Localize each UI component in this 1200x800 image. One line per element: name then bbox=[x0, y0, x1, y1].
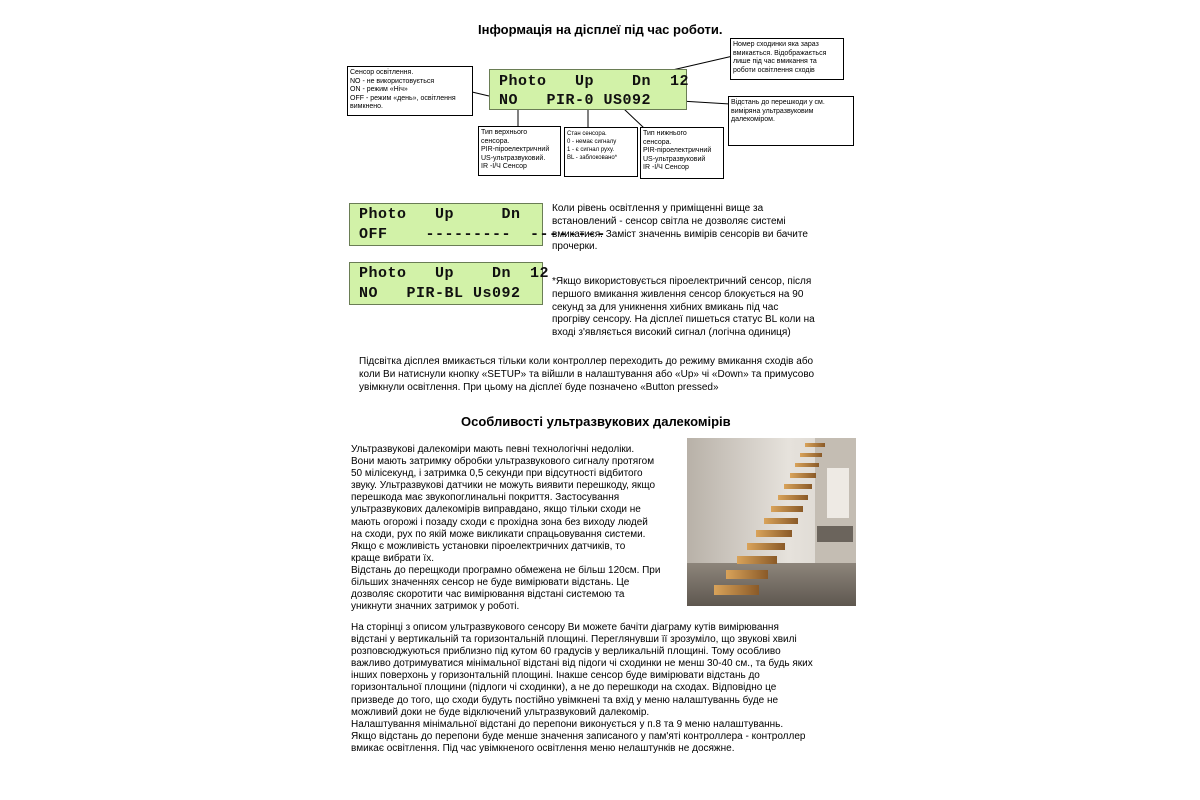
backlight-note-text: Підсвітка дісплея вмикається тільки коли контроллер переходить до режиму вмикання сходів або коли Ви натиснули кнопку «SETUP» та війшли в налаштування або «Up» чі «Down» та примусово увімкнули освітлення. При цьому на дісплеї буде позначено «Button pressed» bbox=[359, 356, 815, 393]
blocked-note-text: *Якщо використовується піроелектричний сенсор, після першого вмикання живлення сенсор блокується на 90 секунд за для уникнення хибних вмикань під час прогріву сенсору. На дісплеї пишеться статус BL коли на вході з'являється високий сигнал (логічна одиниця) bbox=[552, 276, 815, 339]
section-title-ultrasonic: Особливості ультразвукових далекомірів bbox=[461, 414, 731, 429]
lcd-line-2: OFF --------- -------- bbox=[359, 226, 607, 243]
staircase-image bbox=[687, 438, 856, 606]
lcd-line-1: Photo Up Dn 12 bbox=[499, 73, 690, 90]
lcd-line-2: NO PIR-BL Us092 bbox=[359, 285, 521, 302]
page-title: Інформація на дісплеї під час роботи. bbox=[478, 22, 723, 37]
callout-distance: Відстань до перешкоди у см. виміряна ультразвуковим далекоміром. bbox=[728, 96, 854, 146]
callout-step-number: Номер сходинки яка зараз вмикається. Відображається лише під час вмикання та роботи освітлення сходів bbox=[730, 38, 844, 80]
callout-upper-sensor: Тип верхнього сенсора. PIR-піроелектричний US-ультразвуковий. IR -І/Ч Сенсор bbox=[478, 126, 561, 176]
lcd-off-display bbox=[349, 203, 607, 246]
callout-light-sensor: Сенсор освітлення. NO - не використовується ON - режим «Ніч» OFF - режим «день», освітлення вимкнено. bbox=[347, 66, 473, 116]
callout-sensor-state: Стан сенсора. 0 - немає сигналу 1 - є сигнал руху. BL - заблоковано* bbox=[564, 127, 638, 177]
callout-lower-sensor: Тип нижнього сенсора. PIR-піроелектричний US-ультразвуковий IR -І/Ч Сенсор bbox=[640, 127, 724, 179]
lcd-line-1: Photo Up Dn bbox=[359, 206, 521, 223]
ultrasonic-paragraph: Ультразвукові далекоміри мають певні технологічні недоліки. Вони мають затримку обробки ультразвукового сигналу протягом 50 мілісекунд, і затримка 0,5 секунди при відсутності відбитого звуку. Ультразвукові датчики не можуть виявити перешкоду, якщо перешкода має звукопоглинальні покриття. Застосування ультразвукових далекомірів виправдано, якщо тільки сходи не мають огорожі і позаду сходи є прохідна зона без виходу людей на сходи, рух по якій може викликати спрацьовування системи. Якщо є можливість установки піроелектричних датчиків, то краще вибрати їх. Відстань до перещкоди програмно обмежена не більш 120см. При більших значеннях сенсор не буде вимірювати відстань. Це дозволяє скоротити час вимірювання відстані системою та уникнути значних затримок у роботі. bbox=[351, 444, 661, 613]
lcd-blocked-display bbox=[349, 262, 550, 305]
lcd-line-2: NO PIR-0 US092 bbox=[499, 92, 652, 109]
staircase-photo bbox=[687, 438, 856, 606]
bottom-paragraph: На сторінці з описом ультразвукового сенсору Ви можете бачіти діаграму кутів вимірювання відстані у вертикальній та горизонтальній площині. Переглянувши її зрозуміло, що звукові хвилі розповсюджуються приблизно під кутом 60 градусів у верликальній площині. Тому особливо важливо дотримуватися мінімальної відстані від підоги чі сходинки не менш 30-40 см., та будь яких інших поверхонь у горизонтальній площині. Інакше сенсор буде вимірювати відстань до горизонтальної площини (підлоги чі сходинки), а не до перешкоди на сходах. Відповідно це призведе до того, що сходи будуть постійно увімкнені та вхід у меню налаштуваннь буде не можливий доки не буде відключений ультразвуковий далекомір. Налаштування мінімальної відстані до перепони виконується у п.8 та 9 меню налаштуваннь. Якщо відстань до перепони буде менше значення записаного у пам'яті контроллера - контроллер вмикає освітлення. Під час увімкненого освітлення меню нелаштунків не досяжне. bbox=[351, 622, 813, 754]
lcd-line-1: Photo Up Dn 12 bbox=[359, 265, 550, 282]
main-lcd-display bbox=[489, 69, 690, 110]
off-note-text: Коли рівень освітлення у приміщенні вище за встановлений - сенсор світла не дозволяє системі вмикатися. Заміст значеннь вимірів сенсорів ви бачите прочерки. bbox=[552, 203, 808, 253]
